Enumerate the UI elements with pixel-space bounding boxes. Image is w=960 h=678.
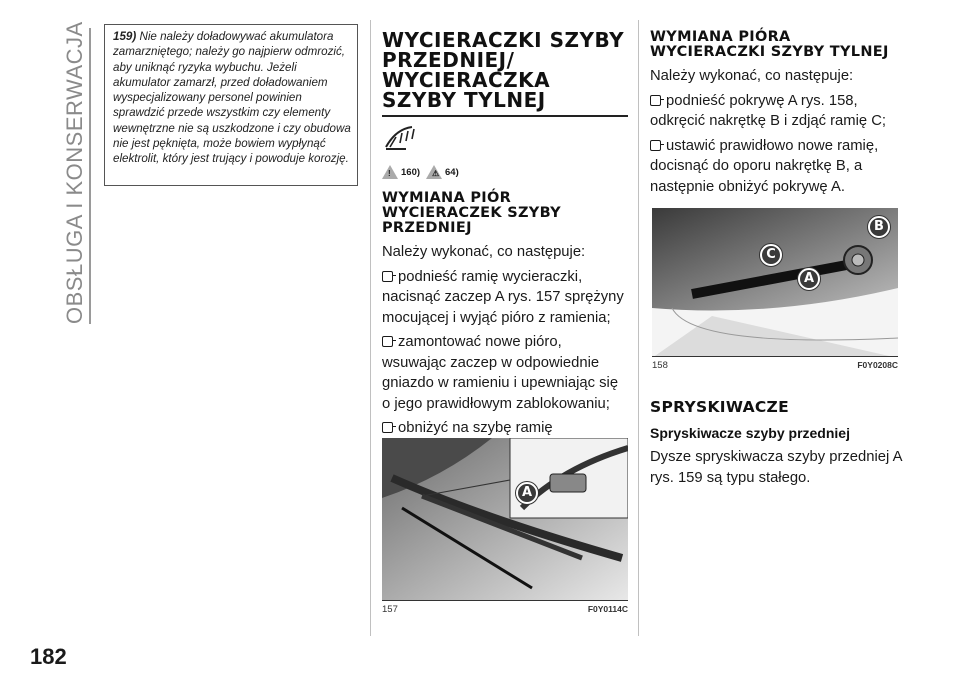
bullet-icon — [650, 140, 661, 151]
intro-text: Należy wykonać, co następuje: — [650, 68, 854, 84]
caution-ref: 64) — [445, 166, 459, 178]
step-item: ustawić prawidłowo nowe ramię, docisnąć do oporu nakrętkę B, a następnie obniżyć pokrywę A. — [650, 137, 879, 195]
title-underline — [382, 115, 628, 117]
callout-a: A — [516, 482, 538, 504]
step-item: obniżyć na szybę ramię — [382, 418, 628, 459]
rear-wiper-illustration — [652, 208, 898, 356]
column-rear-wiper — [650, 29, 902, 486]
side-section-label: OBSŁUGA I KONSERWACJA — [62, 21, 87, 324]
bullet-icon — [382, 336, 393, 347]
bullet-icon — [382, 422, 393, 433]
section-spryskiwacze — [650, 400, 902, 488]
figure-caption — [382, 604, 628, 615]
callout-b: B — [868, 216, 890, 238]
bullet-icon — [650, 95, 661, 106]
wiper-symbol — [382, 123, 628, 159]
section-text: Dysze spryskiwacza szyby przedniej A rys. 159 są typu stałego. — [650, 449, 902, 486]
warning-note — [104, 24, 358, 186]
figure-image — [652, 208, 898, 356]
callout-c: C — [760, 244, 782, 266]
step-item: podnieść pokrywę A rys. 158, odkręcić nakrętkę B i zdjąć ramię C; — [650, 92, 887, 129]
section-heading: SPRYSKIWACZE — [650, 398, 789, 416]
figure-157 — [382, 438, 628, 615]
figure-image — [382, 438, 628, 600]
page-number: 182 — [30, 644, 67, 669]
subsection-title: WYMIANA PIÓR WYCIERACZEK SZYBY PRZEDNIEJ — [382, 190, 561, 236]
warning-triangle-icon: ! — [382, 165, 398, 179]
column-divider — [638, 20, 639, 636]
step-item: podnieść ramię wycieraczki, nacisnąć zaczep A rys. 157 sprężyny mocującej i wyjąć pióro z ramienia; — [382, 268, 624, 326]
figure-code: F0Y0114C — [587, 604, 628, 614]
figure-code: F0Y0208C — [857, 360, 898, 370]
warning-refs — [382, 159, 628, 185]
section-title: WYCIERACZKI SZYBY PRZEDNIEJ/ WYCIERACZKA SZYBY TYLNEJ — [382, 28, 625, 112]
warning-ref: 160) — [401, 166, 421, 178]
figure-caption — [652, 360, 898, 371]
column-front-wipers — [382, 28, 628, 615]
wiper-icon — [382, 123, 422, 153]
caution-triangle-icon: ⚠ — [426, 165, 442, 179]
subsection-title: WYMIANA PIÓRA WYCIERACZKI SZYBY TYLNEJ — [650, 29, 889, 60]
figure-number: 157 — [382, 604, 398, 615]
figure-158 — [652, 208, 898, 371]
intro-text: Należy wykonać, co następuje: — [382, 244, 586, 260]
figure-number: 158 — [652, 360, 668, 371]
side-section-tab — [60, 21, 90, 324]
column-divider — [370, 20, 371, 636]
warning-text: Nie należy doładowywać akumulatora zamarzniętego; należy go najpierw odmrozić, aby uniknąć ryzyka wybuchu. Jeżeli akumulator zamarzł, przed doładowaniem wyspecjalizowany personel powinien sprawdzić przede wszystkim czy elementy wewnętrzne nie są uszkodzone i czy obudowa nie jest pęknięta, może bowiem wypłynąć elektrolit, który jest trujący i powoduje korozję. — [113, 30, 351, 166]
section-subheading: Spryskiwacze szyby przedniej — [650, 425, 850, 441]
callout-a: A — [798, 268, 820, 290]
side-divider — [89, 28, 91, 324]
step-item: zamontować nowe pióro, wsuwając zaczep w odpowiednie gniazdo w ramieniu i upewniając się o jego prawidłowym zablokowaniu; — [382, 334, 619, 412]
wiper-blade-illustration — [382, 438, 628, 600]
warning-number: 159) — [113, 30, 137, 43]
bullet-icon — [382, 271, 393, 282]
